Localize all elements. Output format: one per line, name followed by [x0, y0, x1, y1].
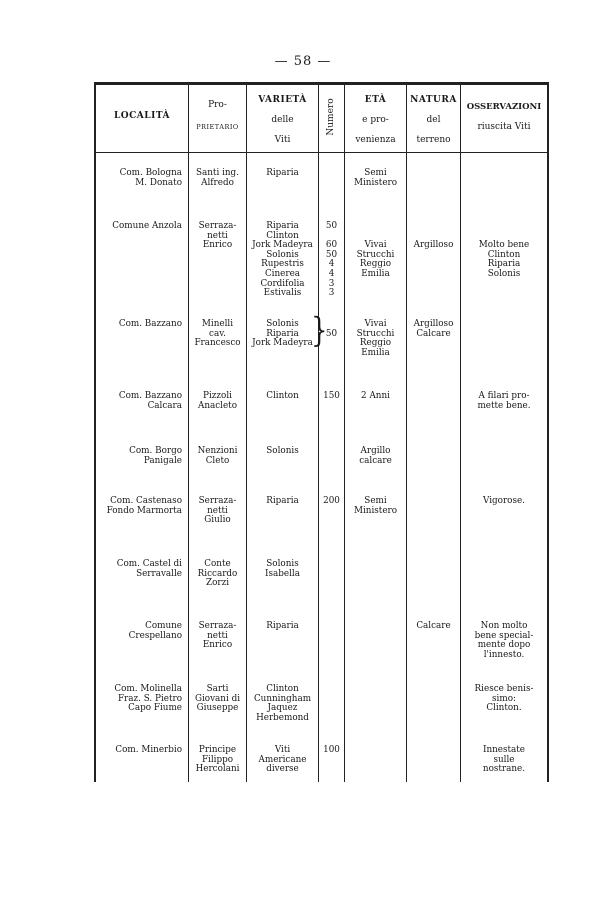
header-proprietario-top: Pro-	[208, 100, 227, 110]
header-proprietario	[189, 98, 246, 134]
row-8-proprietario: Serraza- netti Enrico	[198, 621, 237, 651]
row-3-localita: Com. Bazzano	[118, 319, 182, 329]
header-eta-bottom: venienza	[355, 135, 396, 145]
header-natura-bottom: terreno	[416, 135, 451, 145]
row-10-osservazioni: Innestate sulle nostrane.	[482, 745, 526, 775]
row-2-numero: 50 60 50 4 4 3 3	[325, 221, 338, 299]
row-6-numero: 200	[323, 496, 340, 506]
header-varieta-bottom: Viti	[274, 135, 291, 145]
header-natura	[407, 90, 460, 150]
row-6-localita: Com. Castenaso Fondo Marmorta	[106, 496, 182, 516]
row-3-eta: Vivai Strucchi Reggio Emilia	[356, 319, 395, 358]
header-natura-mid: del	[426, 115, 441, 125]
row-8-osservazioni: Non molto bene special- mente dopo l'innesto.	[474, 621, 534, 660]
row-10-varieta: Viti Americane diverse	[258, 745, 307, 775]
row-5-varieta: Solonis	[266, 446, 299, 456]
row-2-natura: Argilloso	[413, 240, 454, 251]
row-4-localita: Com. Bazzano Calcara	[118, 391, 182, 411]
row-1-eta: Semi Ministero	[353, 168, 398, 188]
row-1-varieta: Riparia	[266, 168, 299, 178]
header-varieta	[247, 90, 318, 150]
header-eta-top: ETÀ	[364, 95, 387, 105]
row-2-osservazioni: Molto bene Clinton Riparia Solonis	[478, 240, 530, 279]
row-4-proprietario: Pizzoli Anacleto	[197, 391, 238, 411]
row-4-osservazioni: A filari pro- mette bene.	[477, 391, 531, 411]
header-varieta-mid: delle	[271, 115, 294, 125]
header-eta	[345, 90, 406, 150]
row-10-numero: 100	[323, 745, 340, 755]
row-4-varieta: Clinton	[266, 391, 299, 401]
row-2-proprietario: Serraza- netti Enrico	[198, 221, 237, 251]
row-10-proprietario: Principe Filippo Hercolani	[195, 745, 240, 775]
page-number: — 58 —	[274, 54, 332, 69]
row-6-proprietario: Serraza- netti Giulio	[198, 496, 237, 526]
row-2-eta: Vivai Strucchi Reggio Emilia	[356, 240, 395, 279]
row-5-localita: Com. Borgo Panigale	[129, 446, 182, 466]
row-5-proprietario: Nenzioni Cleto	[197, 446, 238, 466]
row-3-varieta: Solonis Riparia Jork Madeyra	[252, 319, 313, 349]
row-3-numero: 50	[325, 328, 338, 339]
col-rule-5	[406, 82, 407, 782]
header-proprietario-bottom: PRIETARIO	[196, 123, 239, 131]
row-7-localita: Com. Castel di Serravalle	[116, 559, 182, 579]
header-osservazioni	[461, 97, 547, 137]
row-8-localita: Comune Crespellano	[128, 621, 182, 641]
header-osservazioni-top: OSSERVAZIONI	[466, 102, 542, 112]
row-9-varieta: Clinton Cunningham Jaquez Herbemond	[253, 684, 312, 723]
row-7-proprietario: Conte Riccardo Zorzi	[197, 559, 238, 589]
header-natura-top: NATURA	[410, 95, 457, 105]
row-7-varieta: Solonis Isabella	[265, 559, 300, 579]
col-rule-2	[246, 82, 247, 782]
row-6-varieta: Riparia	[266, 496, 299, 506]
col-rule-6	[460, 82, 461, 782]
col-rule-right	[547, 82, 549, 782]
row-3-proprietario: Minelli cav. Francesco	[194, 319, 241, 349]
vine-table	[94, 82, 549, 782]
row-5-eta: Argillo calcare	[359, 446, 392, 466]
header-varieta-top: VARIETÀ	[258, 95, 307, 105]
row-9-proprietario: Sarti Giovani di Giuseppe	[194, 684, 241, 714]
row-4-numero: 150	[323, 391, 340, 401]
row-3-brace: }	[311, 311, 328, 351]
row-10-localita: Com. Minerbio	[115, 745, 182, 755]
row-8-natura: Calcare	[416, 621, 451, 631]
row-6-osservazioni: Vigorose.	[483, 496, 525, 506]
header-osservazioni-bottom: riuscita Viti	[477, 122, 531, 132]
row-9-localita: Com. Molinella Fraz. S. Pietro Capo Fiume	[114, 684, 182, 714]
row-4-eta: 2 Anni	[361, 391, 390, 401]
row-3-natura: Argilloso Calcare	[413, 319, 454, 339]
header-eta-mid: e pro-	[362, 115, 389, 125]
header-localita: LOCALITÀ	[113, 111, 171, 121]
row-6-eta: Semi Ministero	[353, 496, 398, 516]
row-2-localita: Comune Anzola	[112, 221, 182, 231]
row-2-varieta: Riparia Clinton Jork Madeyra Solonis Rupestris Cinerea Cordifolia Estivalis	[252, 221, 313, 299]
table-top-rule	[94, 82, 549, 85]
header-bottom-rule	[94, 152, 549, 153]
row-1-proprietario: Santi ing. Alfredo	[196, 168, 239, 188]
row-1-localita: Com. Bologna M. Donato	[119, 168, 182, 188]
header-numero: Numero	[326, 98, 336, 136]
col-rule-3	[318, 82, 319, 782]
row-8-varieta: Riparia	[266, 621, 299, 631]
row-9-osservazioni: Riesce benis- simo: Clinton.	[474, 684, 534, 714]
